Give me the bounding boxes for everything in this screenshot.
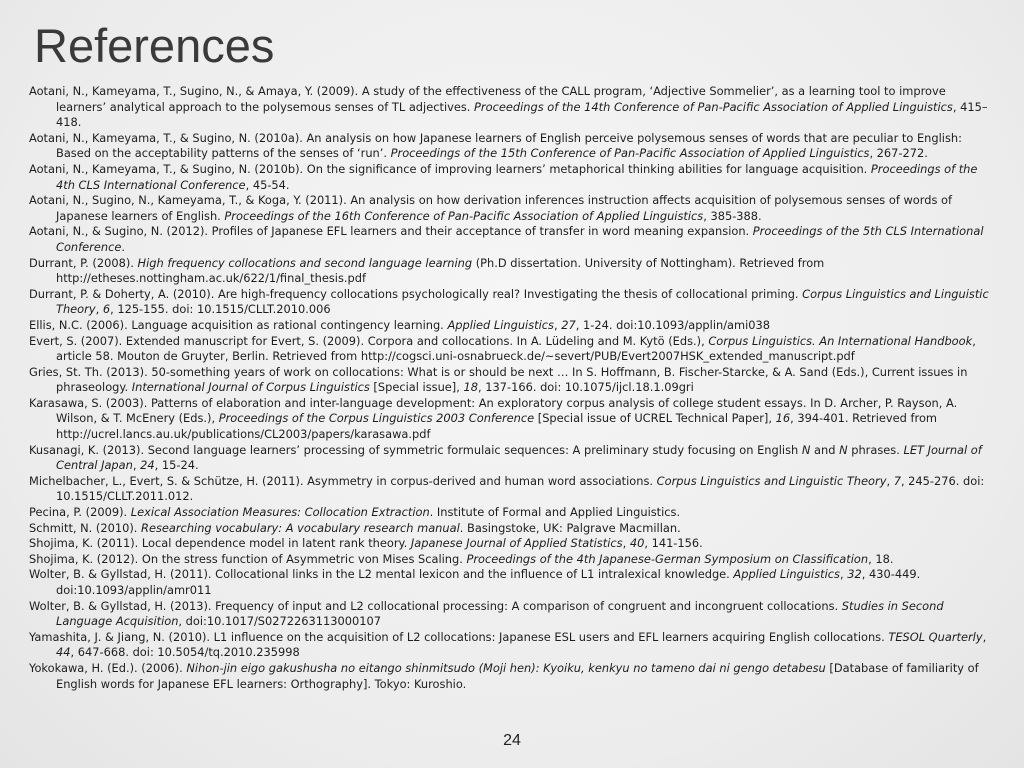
reference-text: , [554,317,562,332]
reference-entry [29,162,997,193]
reference-text: [Special issue], [369,380,464,395]
reference-text: . Institute of Formal and Applied Linguistics. [429,505,681,520]
reference-italic-text: TESOL Quarterly [888,629,983,644]
reference-text: , 647-668. doi: 10.5054/tq.2010.235998 [70,645,300,660]
reference-text: Aotani, N., Kameyama, T., Sugino, N., & Amaya, Y. (2009). A study of the effectiveness of the CALL program, ‘Adjective Sommelier’, as a learning tool to improve learners’ analytical approach to the polysemous senses of TL adjectives. [29,84,946,114]
reference-entry [29,505,997,521]
reference-text: Shojima, K. (2011). Local dependence model in latent rank theory. [29,536,411,551]
reference-italic-text: Researching vocabulary: A vocabulary research manual [141,520,460,535]
reference-text: , 267-272. [869,146,928,161]
reference-italic-text: 7 [893,473,901,488]
reference-text: , 15-24. [154,458,199,473]
reference-text: , 141-156. [644,536,703,551]
reference-text: phrases. [847,442,904,457]
reference-entry [29,443,997,474]
reference-text: Aotani, N., Sugino, N., Kameyama, T., & Koga, Y. (2011). An analysis on how derivation inferences instruction affects acquisition of polysemous senses of words of Japanese learners of English. [29,193,952,223]
reference-italic-text: LET Journal of Central Japan [56,442,982,473]
reference-entry [29,661,997,692]
reference-entry [29,552,997,568]
reference-text: , [982,629,987,644]
reference-text: Schmitt, N. (2010). [29,520,142,535]
reference-italic-text: Proceedings of the 5th CLS International Conference [56,224,984,254]
reference-entry [29,396,997,443]
reference-italic-text: Corpus Linguistics. An International Handbook [708,333,973,348]
reference-entry [29,334,997,365]
reference-italic-text: High frequency collocations and second language learning [137,255,473,270]
reference-italic-text: Applied Linguistics [733,567,840,582]
reference-entry [29,193,997,224]
reference-entry [29,287,997,318]
reference-italic-text: 16 [775,411,791,426]
reference-entry [29,536,997,552]
reference-entry [29,365,997,396]
page-title: References [34,19,275,72]
reference-entry [29,521,997,537]
reference-italic-text: Proceedings of the 4th Japanese-German Symposium on Classification [466,551,869,566]
reference-italic-text: Corpus Linguistics and Linguistic Theory [656,473,887,488]
reference-text: Ellis, N.C. (2006). Language acquisition as rational contingency learning. [29,317,448,332]
reference-text: Evert, S. (2007). Extended manuscript for Evert, S. (2009). Corpora and collocations. In A. Lüdeling and M. Kytö (Eds.), [29,333,709,348]
reference-text: Wolter, B. & Gyllstad, H. (2013). Frequency of input and L2 collocational processing: A comparison of congruent and incongruent collocations. [29,598,842,613]
reference-text: Pecina, P. (2009). [29,505,131,520]
reference-text: Karasawa, S. (2003). Patterns of elaboration and inter-language development: An exploratory corpus analysis of college student essays. In D. Archer, P. Rayson, A. Wilson, & T. McEnery (Eds.), [29,395,958,426]
reference-italic-text: Proceedings of the 15th Conference of Pan-Pacific Association of Applied Linguistics [390,146,870,161]
reference-text: Gries, St. Th. (2013). 50-something years of work on collocations: What is or should be next … In S. Hoffmann, B. Fischer-Starcke, & A. Sand (Eds.), Current issues in phraseology. [29,364,968,395]
page-number: 24 [503,732,521,749]
reference-italic-text: Studies in Second Language Acquisition [56,598,944,629]
reference-italic-text: Applied Linguistics [447,317,554,332]
reference-italic-text: 18 [463,380,478,395]
reference-text: , 18. [868,551,894,566]
reference-italic-text: Corpus Linguistics and Linguistic Theory [56,286,989,317]
reference-italic-text: Japanese Journal of Applied Statistics [410,536,623,551]
reference-text: , doi:10.1017/S0272263113000107 [178,614,381,629]
reference-entry [29,224,997,255]
reference-text: , 1-24. doi:10.1093/applin/ami038 [575,317,771,332]
reference-italic-text: 6 [102,302,111,317]
reference-entry [29,630,997,661]
reference-italic-text: 40 [629,536,645,551]
reference-text: Durrant, P. (2008). [29,255,138,270]
reference-text: , article 58. Mouton de Gruyter, Berlin. Retrieved from http://cogsci.uni-osnabrueck.de/~severt/PUB/Evert2007HSK_extended_manuscript.pdf [56,333,976,364]
reference-text: Yamashita, J. & Jiang, N. (2010). L1 influence on the acquisition of L2 collocations: Japanese ESL users and EFL learners acquiring English collocations. [29,629,889,644]
reference-text: , 430-449. doi:10.1093/applin/amr011 [56,567,921,597]
reference-text: Michelbacher, L., Evert, S. & Schütze, H. (2011). Asymmetry in corpus-derived and human word associations. [29,473,657,488]
reference-text: , 245-276. doi: 10.1515/CLLT.2011.012. [56,473,985,504]
reference-italic-text: 24 [140,458,155,473]
reference-text: , [886,473,894,488]
reference-italic-text: Proceedings of the 4th CLS International Conference [56,161,978,192]
reference-text: Yokokawa, H. (Ed.). (2006). [29,660,187,675]
reference-text: , 45-54. [245,177,290,192]
reference-text: , [622,536,630,551]
reference-text: , [132,458,141,473]
reference-italic-text: N [839,442,848,457]
reference-text: Shojima, K. (2012). On the stress function of Asymmetric von Mises Scaling. [29,551,467,566]
reference-text: [Special issue of UCREL Technical Paper], [534,411,776,426]
reference-entry [29,84,997,131]
reference-list [29,84,997,692]
reference-entry [29,567,997,598]
reference-italic-text: Lexical Association Measures: Collocation Extraction [130,505,430,520]
reference-entry [29,318,997,334]
reference-entry [29,599,997,630]
reference-text: Aotani, N., Kameyama, T., & Sugino, N. (2010b). On the significance of improving learners’ metaphorical thinking abilities for language acquisition. [29,161,871,176]
reference-text: . Basingstoke, UK: Palgrave Macmillan. [459,520,681,535]
reference-text: [Database of familiarity of English words for Japanese EFL learners: Orthography]. Tokyo: Kuroshio. [56,660,979,691]
reference-entry [29,256,997,287]
reference-text: . [121,239,125,254]
reference-text: Kusanagi, K. (2013). Second language learners’ processing of symmetric formulaic sequences: A preliminary study focusing on English [29,442,802,457]
reference-italic-text: Nihon-jin eigo gakushusha no eitango shinmitsudo (Moji hen): Kyoiku, kenkyu no tameno dai ni gengo detabesu [186,660,826,675]
reference-text: , 385-388. [703,208,762,223]
reference-entry [29,131,997,162]
reference-italic-text: Proceedings of the 14th Conference of Pan-Pacific Association of Applied Linguistics [474,99,953,114]
reference-text: Aotani, N., & Sugino, N. (2012). Profiles of Japanese EFL learners and their acceptance of transfer in word meaning expansion. [29,224,753,239]
reference-text: Wolter, B. & Gyllstad, H. (2011). Collocational links in the L2 mental lexicon and the influence of L1 intralexical knowledge. [29,567,734,582]
reference-text: , 415–418. [56,99,988,130]
reference-italic-text: International Journal of Corpus Linguistics [131,380,370,395]
reference-italic-text: Proceedings of the Corpus Linguistics 2003 Conference [218,411,535,426]
reference-italic-text: 27 [561,317,576,332]
reference-text: , 137-166. doi: 10.1075/ijcl.18.1.09gri [478,380,694,395]
reference-text: , [839,567,848,582]
reference-italic-text: 44 [56,645,71,660]
reference-italic-text: Proceedings of the 16th Conference of Pan-Pacific Association of Applied Linguistics [224,208,704,223]
reference-text: and [810,442,840,457]
reference-text: , 125-155. doi: 10.1515/CLLT.2010.006 [110,302,331,317]
reference-italic-text: N [801,442,811,457]
reference-text: (Ph.D dissertation. University of Nottingham). Retrieved from http://etheses.nottingham.ac.uk/622/1/final_thesis.pdf [56,255,825,286]
reference-text: Durrant, P. & Doherty, A. (2010). Are high-frequency collocations psychologically real? Investigating the thesis of collocational priming. [29,286,803,301]
reference-text: , 394-401. Retrieved from http://ucrel.lancs.au.uk/publications/CL2003/papers/karasawa.pdf [56,411,938,442]
reference-entry [29,474,997,505]
reference-text: Aotani, N., Kameyama, T., & Sugino, N. (2010a). An analysis on how Japanese learners of English perceive polysemous senses of words that are peculiar to English: Based on the acceptability patterns of the senses of ‘run’. [29,130,962,161]
reference-italic-text: 32 [847,567,862,582]
reference-text: , [95,302,103,317]
